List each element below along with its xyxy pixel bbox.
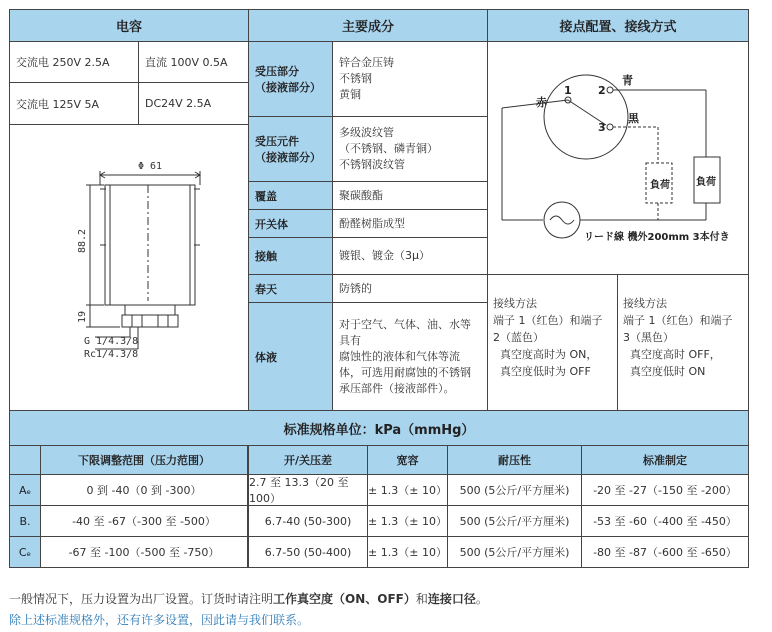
component-value-line: 对于空气、气体、油、水等 <box>339 317 471 331</box>
component-value-line: 聚碳酸酯 <box>339 188 383 202</box>
wiring-diagram-cell <box>487 41 749 275</box>
spec-corner <box>9 445 41 475</box>
contact-3-label: 3 <box>598 121 606 134</box>
spec-column-header-text: 耐压性 <box>498 454 531 467</box>
component-label <box>248 237 333 275</box>
wiring-method-line: 真空度低时为 OFF <box>493 365 591 378</box>
capacity-text: 直流 100V 0.5A <box>145 56 228 69</box>
component-value-line: 体，可选用耐腐蚀的不锈钢 <box>339 365 471 379</box>
footer-text: 。 <box>475 592 488 606</box>
component-value-line: 承压部件（接液部件）。 <box>339 381 455 395</box>
component-value <box>332 237 488 275</box>
spec-row-label <box>9 505 41 537</box>
spec-cell-text: ± 1.3（± 10） <box>368 484 447 497</box>
component-value <box>332 274 488 303</box>
component-value <box>332 116 488 182</box>
spec-column-header <box>40 445 248 475</box>
capacity-cell-r1c2 <box>138 41 249 83</box>
footer-note <box>9 590 769 608</box>
spec-cell <box>248 536 368 568</box>
contact-1-label: 1 <box>564 84 572 97</box>
wiring-method-line: 接线方法 <box>493 297 537 310</box>
capacity-cell-r1c1 <box>9 41 139 83</box>
spec-cell-text: -40 至 -67（-300 至 -500） <box>72 515 216 528</box>
spec-column-header <box>581 445 749 475</box>
component-value <box>332 302 488 411</box>
spec-cell <box>367 536 448 568</box>
component-value <box>332 41 488 117</box>
spec-cell <box>40 474 248 506</box>
spec-cell <box>581 474 749 506</box>
component-label <box>248 116 333 182</box>
spec-column-header-text: 标准制定 <box>643 454 687 467</box>
wiring-method-line: 接线方法 <box>623 297 667 310</box>
wiring-method-line: 真空度低时 ON <box>623 365 706 378</box>
product-drawing <box>10 125 248 410</box>
component-value-line: 锌合金压铸 <box>339 56 394 69</box>
component-label-text: 体液 <box>255 350 277 364</box>
spec-cell <box>248 474 368 506</box>
component-value-line: 不锈钢 <box>339 72 372 85</box>
footer-contact-text: 除上述标准规格外，还有许多设置，因此请与我们联系。 <box>9 613 310 627</box>
spec-row-label <box>9 474 41 506</box>
spec-column-header <box>367 445 448 475</box>
component-label <box>248 181 333 210</box>
component-label <box>248 274 333 303</box>
header-contacts-text: 接点配置、接线方式 <box>559 20 677 35</box>
component-value-line: 酚醛树脂成型 <box>339 216 405 230</box>
spec-cell-text: 6.7-40 (50-300) <box>264 514 352 528</box>
capacity-text: 交流电 125V 5A <box>16 97 100 111</box>
capacity-cell-r2c2 <box>138 82 249 125</box>
product-drawing-cell <box>9 124 249 411</box>
header-components <box>248 9 488 42</box>
component-label-text: 接触 <box>255 250 277 263</box>
header-contacts <box>487 9 749 42</box>
spec-row-label-text: Aₑ <box>18 483 32 497</box>
component-label-sub: （接液部分） <box>255 151 321 164</box>
spec-cell-text: 500 (5公斤/平方厘米) <box>459 515 570 528</box>
dim-diameter-label: Φ 61 <box>138 161 163 172</box>
spec-column-header-text: 宽容 <box>396 454 419 467</box>
component-value <box>332 181 488 210</box>
spec-cell-text: 2.7 至 13.3（20 至 100） <box>249 476 349 505</box>
header-capacity-text: 电容 <box>115 20 142 35</box>
spec-column-header <box>248 445 368 475</box>
spec-cell <box>367 474 448 506</box>
wiring-method-1 <box>487 274 618 411</box>
wire-black-label: 黒 <box>628 112 639 125</box>
load-solid-label: 負荷 <box>696 177 716 188</box>
spec-cell <box>581 505 749 537</box>
footer-text: 一般情况下，压力设置为出厂设置。订货时请注明 <box>9 592 274 606</box>
wire-red-label: 赤 <box>536 96 547 109</box>
wire-blue-label: 青 <box>622 74 633 87</box>
capacity-cell-r2c1 <box>9 82 139 125</box>
header-capacity <box>9 9 249 42</box>
spec-title <box>9 410 749 446</box>
component-label <box>248 41 333 117</box>
wiring-method-line: 真空度高时 OFF， <box>623 348 721 361</box>
component-value-line: 镀银、镀金（3μ） <box>339 249 430 262</box>
component-value-line: 不锈钢波纹管 <box>339 158 405 171</box>
spec-column-header-text: 下限调整范围（压力范围） <box>78 454 210 467</box>
spec-row-label <box>9 536 41 568</box>
spec-cell-text: 500 (5公斤/平方厘米) <box>459 546 570 559</box>
component-label <box>248 209 333 238</box>
wiring-method-line: 端子 1（红色）和端子 <box>493 314 603 327</box>
component-value-line: （不锈钢、磷青铜） <box>339 142 438 155</box>
component-label-sub: （接液部分） <box>255 81 321 94</box>
spec-cell-text: 6.7-50 (50-400) <box>264 545 352 559</box>
spec-cell <box>447 536 582 568</box>
spec-cell-text: -67 至 -100（-500 至 -750） <box>68 546 220 559</box>
component-label-text: 覆盖 <box>255 189 277 203</box>
wiring-method-line: 3（黑色） <box>623 331 674 344</box>
component-value-line: 具有 <box>339 333 361 347</box>
wiring-method-2 <box>617 274 749 411</box>
spec-cell-text: 0 到 -40（0 到 -300） <box>86 484 202 497</box>
lead-wire-note: リード線 機外200mm 3本付き <box>584 232 730 243</box>
wiring-method-line: 真空度高时为 ON， <box>493 348 598 361</box>
component-label-text: 受压元件 <box>255 135 299 148</box>
spec-cell <box>447 474 582 506</box>
footer-bold: 工作真空度（ON、OFF） <box>273 592 416 606</box>
component-value-line: 防锈的 <box>339 281 372 295</box>
component-label-text: 受压部分 <box>255 65 299 78</box>
component-label-text: 春天 <box>255 282 277 296</box>
dim-small-label: 19 <box>77 310 88 323</box>
thread-rc-label: Rc1/4.3/8 <box>84 349 139 360</box>
thread-g-label: G 1/4.3/8 <box>84 336 139 347</box>
spec-column-header-text: 开/关压差 <box>283 454 333 467</box>
header-components-text: 主要成分 <box>341 20 394 35</box>
spec-column-header <box>447 445 582 475</box>
spec-row-label-text: B. <box>19 514 31 528</box>
spec-cell <box>40 536 248 568</box>
component-value-line: 多级波纹管 <box>339 126 394 139</box>
component-label-text: 开关体 <box>255 217 288 231</box>
spec-cell-text: ± 1.3（± 10） <box>368 515 447 528</box>
footer-contact-link[interactable] <box>9 611 769 629</box>
component-value-line: 黄铜 <box>339 88 361 101</box>
spec-cell <box>40 505 248 537</box>
spec-cell-text: -80 至 -87（-600 至 -650） <box>593 546 737 559</box>
wiring-method-line: 端子 1（红色）和端子 <box>623 314 733 327</box>
capacity-text: 交流电 250V 2.5A <box>16 56 110 69</box>
spec-cell-text: 500 (5公斤/平方厘米) <box>459 484 570 497</box>
component-label <box>248 302 333 411</box>
load-dashed-label: 負荷 <box>650 180 670 191</box>
spec-cell-text: ± 1.3（± 10） <box>368 546 447 559</box>
capacity-text: DC24V 2.5A <box>145 97 212 110</box>
component-value <box>332 209 488 238</box>
footer-bold: 连接口径 <box>427 592 476 606</box>
spec-cell <box>581 536 749 568</box>
footer-text: 和 <box>415 592 428 606</box>
dim-height-label: 88.2 <box>77 228 88 253</box>
spec-title-text: 标准规格单位：kPa（mmHg） <box>283 422 475 438</box>
spec-row-label-text: Cₑ <box>18 545 32 559</box>
contact-2-label: 2 <box>598 84 606 97</box>
spec-cell-text: -20 至 -27（-150 至 -200） <box>593 484 737 497</box>
spec-cell-text: -53 至 -60（-400 至 -450） <box>593 515 737 528</box>
wiring-diagram <box>488 42 748 274</box>
spec-cell <box>248 505 368 537</box>
component-value-line: 腐蚀性的液体和气体等流 <box>339 349 460 363</box>
spec-cell <box>447 505 582 537</box>
wiring-method-line: 2（蓝色） <box>493 331 544 344</box>
spec-cell <box>367 505 448 537</box>
